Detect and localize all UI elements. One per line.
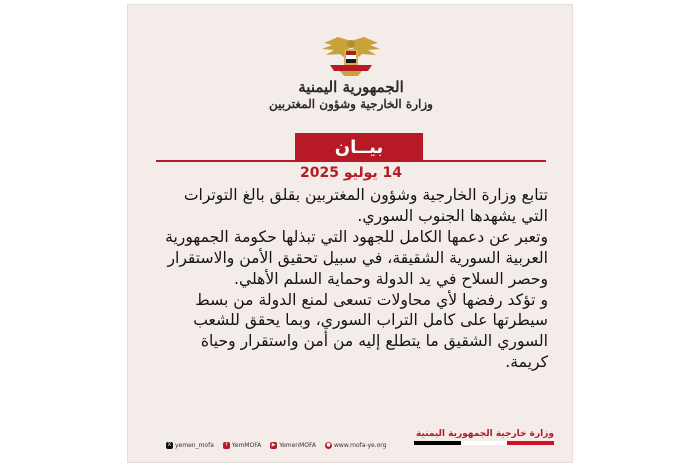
social-links — [166, 439, 395, 451]
social-facebook[interactable]: f YemMOFA — [223, 442, 261, 449]
social-website[interactable]: ● www.mofa-ye.org — [326, 441, 387, 449]
globe-icon: ● — [326, 441, 331, 448]
ministry-name — [248, 78, 454, 112]
paragraph-2: وتعبر عن دعمها الكامل للجهود التي تبذلها حكومة الجمهورية العربية السورية الشقيقة، في سبيل تحقيق الأمن والاستقرار وحصر السلاح في يد الدولة وحماية السلم الأهلي. — [165, 227, 548, 288]
paragraph-3: و تؤكد رفضها لأي محاولات تسعى لمنع الدولة من بسط سيطرتها على كامل التراب السوري، وبما يحقق للشعب السوري الشقيق ما يتطلع إليه من أمن واستقرار وحياة كريمة. — [193, 290, 548, 372]
statement-date: 14 يوليو 2025 — [300, 165, 402, 181]
social-x[interactable]: X yemen_mofa — [167, 441, 214, 449]
yemen-flag-bar — [414, 441, 554, 445]
title-banner — [156, 133, 546, 161]
footer — [128, 429, 572, 453]
statement-body — [158, 185, 548, 373]
statement-card — [127, 4, 573, 463]
ministry-line-1: الجمهورية اليمنية — [298, 78, 404, 96]
social-youtube[interactable]: ▶ YemenMOFA — [271, 441, 317, 449]
youtube-icon: ▶ — [271, 441, 276, 448]
ministry-line-2: وزارة الخارجية وشؤون المغتربين — [269, 97, 433, 111]
footer-ministry-label: وزارة خارجية الجمهورية اليمنية — [416, 429, 554, 439]
facebook-icon: f — [223, 442, 230, 449]
x-icon: X — [167, 441, 172, 448]
statement-title: بيــان — [295, 133, 423, 162]
paragraph-1: تتابع وزارة الخارجية وشؤون المغتربين بقلق بالغ التوترات التي يشهدها الجنوب السوري. — [183, 186, 548, 225]
eagle-emblem-icon — [318, 35, 384, 79]
